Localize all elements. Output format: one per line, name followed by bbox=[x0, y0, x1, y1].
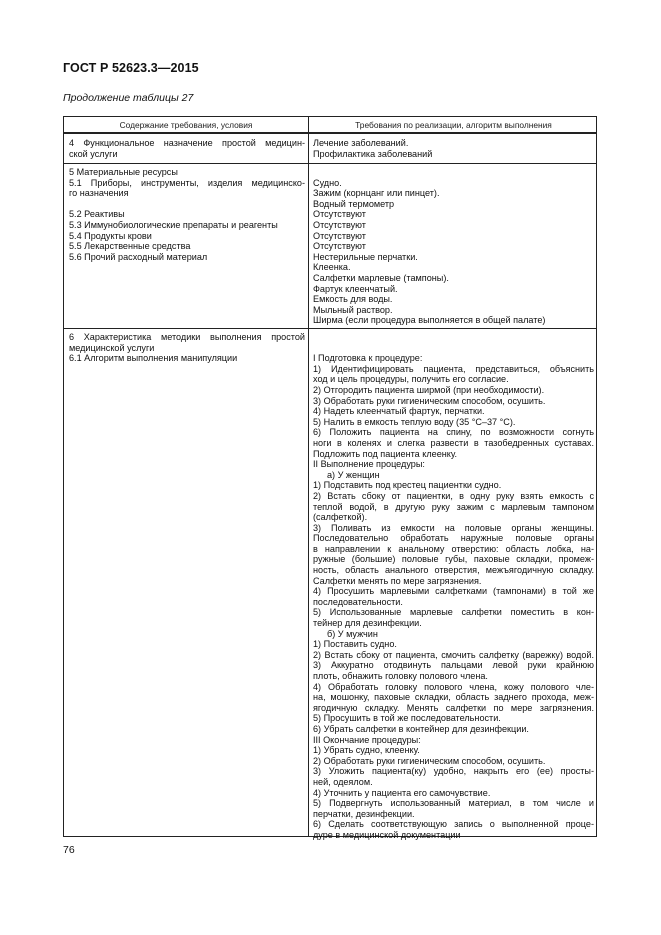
text-line: 3) Поливать из емкости на половые органы женщины. bbox=[313, 522, 594, 533]
row-3-left-cell bbox=[69, 332, 305, 364]
text-line: плоть, обнажить головку полового члена. bbox=[313, 671, 488, 681]
text-line: 5) Использованные марлевые салфетки поместить в кон- bbox=[313, 607, 594, 618]
text-line: Последовательно обработать наружные половые органы bbox=[313, 533, 594, 544]
text-line: б) У мужчин bbox=[327, 628, 378, 639]
document-code: ГОСТ Р 52623.3—2015 bbox=[63, 61, 199, 75]
text-line: го назначения bbox=[69, 188, 129, 199]
text-line: 5.4 Продукты крови bbox=[69, 230, 152, 241]
text-line: 3) Аккуратно отодвинуть пальцами левой руки крайнюю bbox=[313, 660, 594, 671]
text-line: 5) Налить в емкость теплую воду (35 °С–37 °С). bbox=[313, 416, 516, 427]
text-line: Судно. bbox=[313, 177, 342, 188]
text-line: Ширма (если процедура выполняется в общей палате) bbox=[313, 315, 546, 326]
text-line: 1) Подставить под крестец пациентки судно. bbox=[313, 480, 502, 491]
text-line: 5.2 Реактивы bbox=[69, 209, 125, 220]
text-line: 2) Встать сбоку от пациентки, в одну руку взять емкость с bbox=[313, 490, 594, 501]
text-line: тейнер для дезинфекции. bbox=[313, 618, 422, 629]
text-line: I Подготовка к процедуре: bbox=[313, 353, 423, 364]
table-caption: Продолжение таблицы 27 bbox=[63, 92, 194, 104]
text-line: ягодичную складку. Менять салфетки по мере загрязнения. bbox=[313, 702, 594, 713]
text-line: ноги в коленях и слегка развести в тазобедренных суставах. bbox=[313, 437, 594, 448]
column-divider bbox=[308, 117, 309, 836]
text-line: 6) Убрать салфетки в контейнер для дезинфекции. bbox=[313, 723, 529, 734]
text-line: Фартук клеенчатый. bbox=[313, 283, 398, 294]
text-line: Салфетки менять по мере загрязнения. bbox=[313, 575, 482, 586]
text-line: медицинской услуги bbox=[69, 342, 155, 353]
text-line: 6) Положить пациента на спину, по возможности согнуть bbox=[313, 427, 594, 438]
text-line: на, мошонку, паховые складки, область заднего прохода, меж- bbox=[313, 692, 594, 703]
text-line: Нестерильные перчатки. bbox=[313, 251, 418, 262]
text-line: Подложить под пациента клеенку. bbox=[313, 448, 458, 459]
row-2-right-cell bbox=[313, 167, 594, 326]
row-2-left-cell bbox=[69, 167, 305, 262]
row-1-right-cell bbox=[313, 138, 594, 159]
text-line: 5.3 Иммунобиологические препараты и реагенты bbox=[69, 219, 278, 230]
text-line: 4) Надеть клеенчатый фартук, перчатки. bbox=[313, 406, 485, 417]
text-line: ской услуги bbox=[69, 148, 118, 159]
text-line: Водный термометр bbox=[313, 198, 395, 209]
text-line: Зажим (корнцанг или пинцет). bbox=[313, 188, 440, 199]
text-line: последовательности. bbox=[313, 596, 403, 607]
text-line: 4) Уточнить у пациента его самочувствие. bbox=[313, 787, 491, 798]
text-line: Отсутствуют bbox=[313, 209, 366, 220]
column-header-conditions: Содержание требования, условия bbox=[119, 120, 253, 130]
text-line: ход и цель процедуры, получить его согласие. bbox=[313, 374, 509, 385]
row-3-right-cell bbox=[313, 332, 594, 841]
text-line: 4) Обработать головку полового члена, кожу полового чле- bbox=[313, 681, 594, 692]
text-line: 5) Просушить в той же последовательности. bbox=[313, 713, 501, 724]
text-line: Клеенка. bbox=[313, 262, 351, 273]
text-line: теплой водой, в другую руку зажим с марлевым тампоном bbox=[313, 501, 594, 512]
text-line: Лечение заболеваний. bbox=[313, 138, 409, 148]
text-line: 6) Сделать соответствующую запись о выполненной проце- bbox=[313, 819, 594, 830]
text-line: 3) Обработать руки гигиеническим способом, осушить. bbox=[313, 395, 546, 406]
text-line: ней, одеялом. bbox=[313, 776, 373, 787]
requirements-table bbox=[63, 116, 597, 840]
text-line: а) У женщин bbox=[327, 469, 380, 480]
text-line: Мыльный раствор. bbox=[313, 304, 393, 315]
text-line: ружные (большие) половые губы, паховые складки, промеж- bbox=[313, 554, 594, 565]
text-line: 6 Характеристика методики выполнения простой bbox=[69, 332, 305, 342]
text-line: Отсутствуют bbox=[313, 219, 366, 230]
text-line: III Окончание процедуры: bbox=[313, 734, 421, 745]
text-line: 5 Материальные ресурсы bbox=[69, 167, 178, 177]
text-line: 5.6 Прочий расходный материал bbox=[69, 251, 208, 262]
text-line: перчатки, дезинфекции. bbox=[313, 808, 415, 819]
text-line: 1) Поставить судно. bbox=[313, 639, 397, 650]
text-line: 2) Отгородить пациента ширмой (при необходимости). bbox=[313, 384, 545, 395]
text-line: Отсутствуют bbox=[313, 230, 366, 241]
text-line: Салфетки марлевые (тампоны). bbox=[313, 272, 449, 283]
page-number: 76 bbox=[63, 844, 75, 856]
text-line: II Выполнение процедуры: bbox=[313, 459, 425, 470]
column-header-algorithm: Требования по реализации, алгоритм выполнения bbox=[355, 120, 552, 130]
text-line: 6.1 Алгоритм выполнения манипуляции bbox=[69, 353, 238, 364]
text-line: 5.1 Приборы, инструменты, изделия медицинско- bbox=[69, 177, 305, 188]
text-line: 5.5 Лекарственные средства bbox=[69, 241, 191, 252]
header-rule-double bbox=[64, 133, 596, 134]
text-line: 1) Убрать судно, клеенку. bbox=[313, 745, 420, 756]
row-1-left-cell bbox=[69, 138, 305, 159]
text-line: 2) Встать сбоку от пациента, смочить салфетку (варежку) водой. bbox=[313, 649, 594, 660]
text-line: дуре в медицинской документации bbox=[313, 829, 461, 840]
text-line: 1) Идентифицировать пациента, представиться, объяснить bbox=[313, 363, 594, 374]
text-line: 5) Подвергнуть использованный материал, в том числе и bbox=[313, 798, 594, 809]
row-separator bbox=[64, 328, 596, 329]
text-line: (салфеткой). bbox=[313, 512, 368, 523]
text-line: в направлении к анальному отверстию: область лобка, на- bbox=[313, 543, 594, 554]
row-separator bbox=[64, 163, 596, 164]
text-line: 4 Функциональное назначение простой медицин- bbox=[69, 138, 305, 148]
text-line: Профилактика заболеваний bbox=[313, 148, 433, 159]
text-line: 4) Просушить марлевыми салфетками (тампонами) в той же bbox=[313, 586, 594, 597]
text-line: 3) Уложить пациента(ку) удобно, накрыть его (ее) просты- bbox=[313, 766, 594, 777]
text-line: Отсутствуют bbox=[313, 241, 366, 252]
text-line: Емкость для воды. bbox=[313, 294, 393, 305]
text-line: ность, область анального отверстия, межъягодичную складку. bbox=[313, 565, 594, 576]
text-line: 2) Обработать руки гигиеническим способом, осушить. bbox=[313, 755, 546, 766]
